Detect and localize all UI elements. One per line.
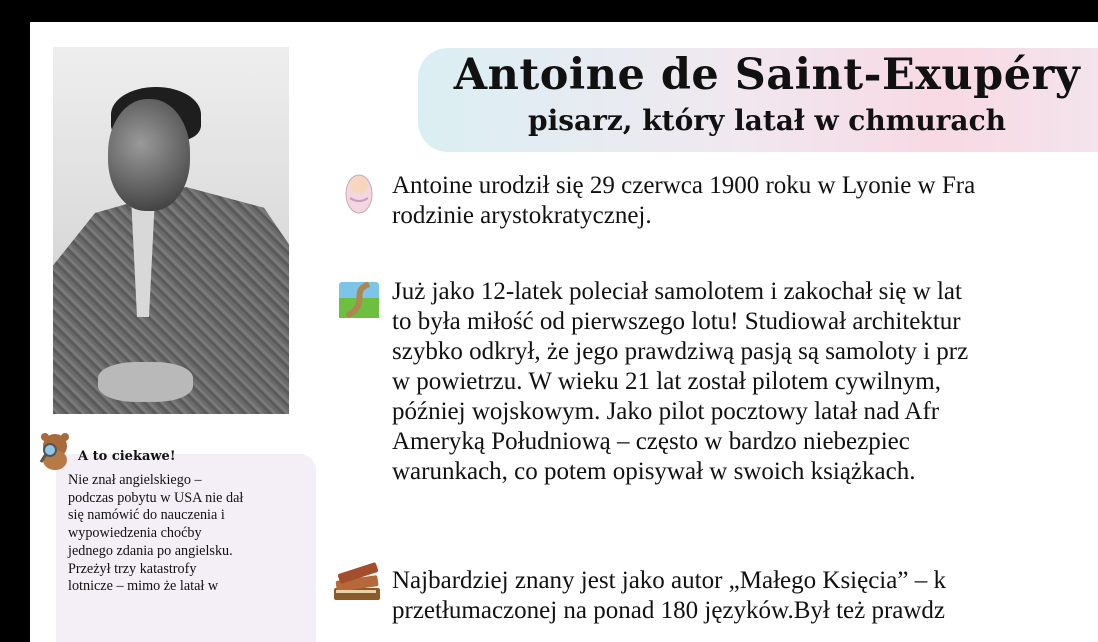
fact-line: Przeżył trzy katastrofy	[68, 560, 197, 577]
fact-line: lotnicze – mimo że latał w	[68, 578, 219, 595]
road-landscape-icon	[339, 282, 379, 318]
paragraph-line: później wojskowym. Jako pilot pocztowy latał nad Afr	[392, 398, 940, 425]
paragraph-line: rodzinie arystokratycznej.	[392, 202, 652, 229]
page-subtitle: pisarz, który latał w chmurach	[528, 104, 1006, 137]
paragraph-line: Antoine urodził się 29 czerwca 1900 roku w Lyonie w Fra	[392, 172, 976, 199]
fact-line: jednego zdania po angielsku.	[68, 542, 233, 559]
fact-line: wypowiedzenia choćby	[68, 525, 202, 542]
paragraph-line: w powietrzu. W wieku 21 lat został pilotem cywilnym,	[392, 368, 941, 395]
head-shape	[108, 99, 190, 211]
paragraph-aviation	[392, 277, 1098, 487]
paragraph-line: przetłumaczonej na ponad 180 języków.Był też prawdz	[392, 597, 946, 624]
fact-box-text	[68, 472, 290, 596]
books-icon	[330, 562, 386, 604]
bear-with-magnifier-icon	[38, 432, 72, 472]
fact-line: podczas pobytu w USA nie dał	[68, 489, 244, 506]
document-page	[30, 22, 1098, 642]
paragraph-line: Najbardziej znany jest jako autor „Małego Księcia” – k	[392, 567, 946, 594]
baby-icon	[344, 170, 374, 214]
paragraph-little-prince	[392, 566, 1098, 626]
paragraph-birth	[392, 171, 1098, 231]
paragraph-line: Ameryką Południową – często w bardzo niebezpiec	[392, 428, 910, 455]
fact-box-title: A to ciekawe!	[78, 449, 176, 464]
paragraph-line: Już jako 12-latek poleciał samolotem i zakochał się w lat	[392, 278, 962, 305]
fact-line: się namówić do nauczenia i	[68, 507, 225, 524]
page-title: Antoine de Saint-Exupéry	[453, 50, 1081, 100]
fact-line: Nie znał angielskiego –	[68, 472, 202, 488]
paragraph-line: to była miłość od pierwszego lotu! Studiował architektur	[392, 308, 961, 335]
author-photo	[53, 47, 289, 414]
paragraph-line: warunkach, co potem opisywał w swoich książkach.	[392, 458, 916, 485]
paragraph-line: szybko odkrył, że jego prawdziwą pasją są samoloty i prz	[392, 338, 969, 365]
